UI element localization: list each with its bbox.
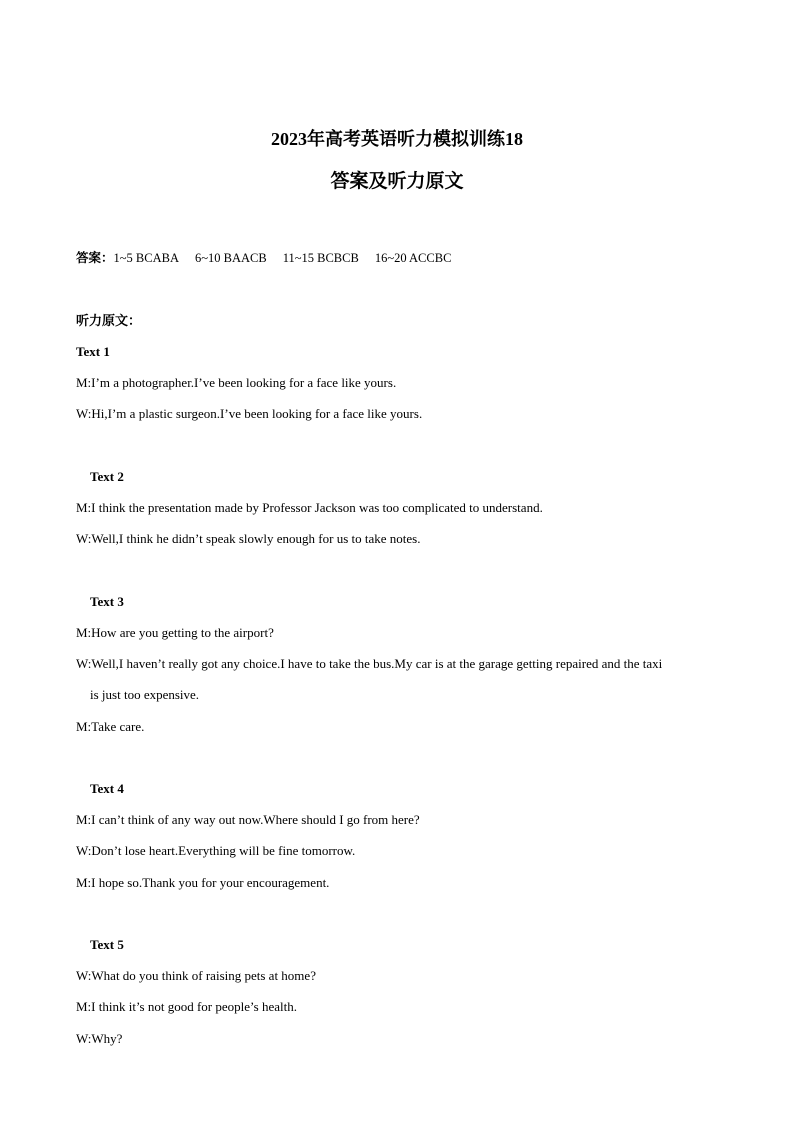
text-5-line-3: W:Why?: [76, 1031, 123, 1046]
text-2-heading: Text 2: [90, 469, 124, 484]
answer-group-4: 16~20 ACCBC: [374, 251, 452, 265]
answer-group-2: 6~10 BAACB: [194, 251, 267, 265]
text-2-line-2: W:Well,I think he didn’t speak slowly enough for us to take notes.: [76, 531, 421, 546]
page-subtitle: 答案及听力原文: [330, 171, 464, 192]
text-3-line-1: M:How are you getting to the airport?: [76, 625, 274, 640]
text-3-line-3: is just too expensive.: [90, 687, 200, 702]
text-4-line-2: W:Don’t lose heart.Everything will be fine tomorrow.: [76, 843, 356, 858]
text-4-line-3: M:I hope so.Thank you for your encouragement.: [76, 875, 330, 890]
text-4-heading: Text 4: [90, 781, 124, 796]
transcript-heading: 听力原文：: [76, 313, 142, 328]
text-3-line-4: M:Take care.: [76, 719, 145, 734]
text-5-line-2: M:I think it’s not good for people’s health.: [76, 999, 297, 1014]
text-2-line-1: M:I think the presentation made by Professor Jackson was too complicated to understand.: [76, 500, 543, 515]
text-1-line-2: W:Hi,I’m a plastic surgeon.I’ve been looking for a face like yours.: [76, 406, 423, 421]
text-1-line-1: M:I’m a photographer.I’ve been looking for a face like yours.: [76, 375, 397, 390]
text-4-line-1: M:I can’t think of any way out now.Where should I go from here?: [76, 812, 420, 827]
answer-key: [76, 250, 467, 266]
page-title: 2023年高考英语听力模拟训练18: [271, 129, 523, 149]
answer-group-3: 11~15 BCBCB: [282, 251, 359, 265]
text-1-heading: Text 1: [76, 344, 110, 359]
text-3-line-2: W:Well,I haven’t really got any choice.I have to take the bus.My car is at the garage getting repaired and the taxi: [76, 656, 663, 671]
text-5-heading: Text 5: [90, 937, 124, 952]
text-5-line-1: W:What do you think of raising pets at home?: [76, 968, 316, 983]
text-3-heading: Text 3: [90, 594, 124, 609]
answer-key-label: 答案：: [76, 251, 114, 265]
answer-group-1: 1~5 BCABA: [113, 251, 179, 265]
